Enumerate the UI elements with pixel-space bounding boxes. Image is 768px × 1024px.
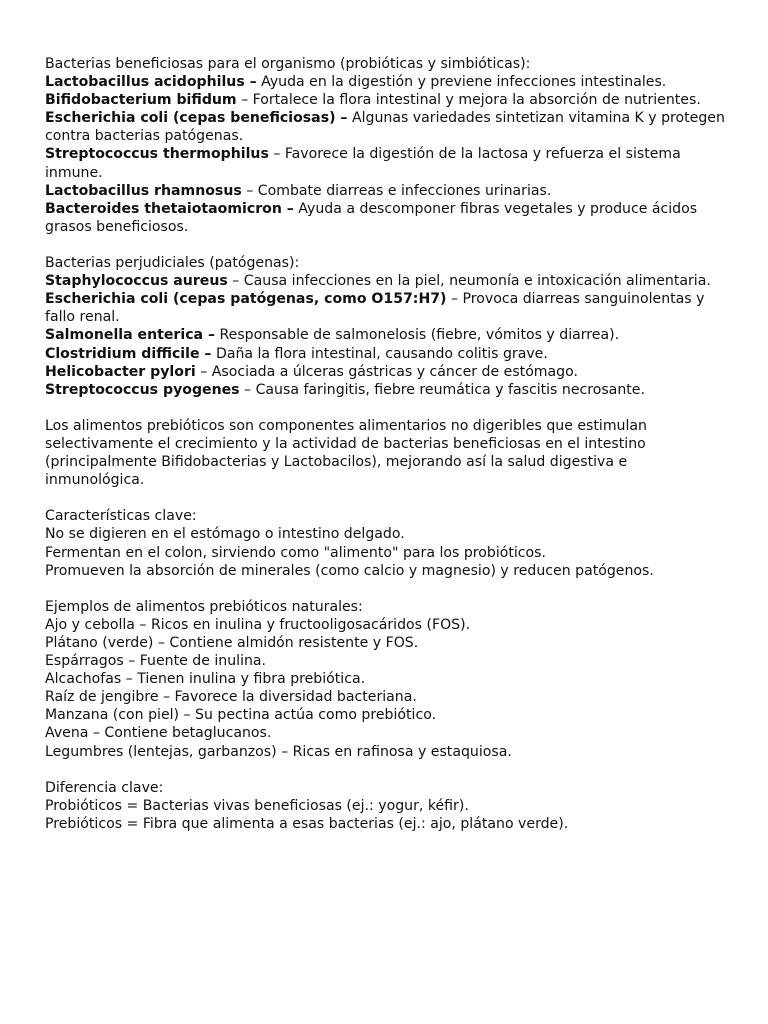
bacteria-description: – Asociada a úlceras gástricas y cáncer de estómago.: [195, 363, 578, 380]
example-item: Avena – Contiene betaglucanos.: [45, 725, 272, 742]
bacteria-name: Helicobacter pylori: [45, 363, 196, 380]
example-item: Espárragos – Fuente de inulina.: [45, 653, 267, 670]
bacteria-name: Salmonella enterica –: [45, 327, 216, 344]
examples-section: [45, 598, 725, 761]
bacteria-name: Streptococcus thermophilus: [45, 146, 269, 163]
example-item: Legumbres (lentejas, garbanzos) – Ricas en rafinosa y estaquiosa.: [45, 743, 512, 760]
beneficial-heading: Bacterias beneficiosas para el organismo (probióticas y simbióticas):: [45, 56, 531, 72]
beneficial-section: [45, 55, 725, 236]
characteristics-section: [45, 507, 725, 579]
spacer: [45, 236, 725, 254]
harmful-entry: [45, 363, 725, 381]
examples-heading: Ejemplos de alimentos prebióticos naturales:: [45, 598, 363, 615]
difference-heading: Diferencia clave:: [45, 779, 164, 796]
harmful-entry: [45, 290, 725, 326]
difference-item: Prebióticos = Fibra que alimenta a esas bacterias (ej.: ajo, plátano verde).: [45, 815, 569, 832]
bacteria-description: – Causa faringitis, fiebre reumática y fascitis necrosante.: [239, 381, 645, 398]
bacteria-name: Lactobacillus acidophilus –: [45, 74, 257, 91]
bacteria-description: – Provoca diarreas sanguinolentas y fallo renal.: [45, 291, 705, 326]
beneficial-entry: [45, 73, 725, 91]
example-item: Raíz de jengibre – Favorece la diversidad bacteriana.: [45, 689, 417, 706]
example-item: Plátano (verde) – Contiene almidón resistente y FOS.: [45, 635, 419, 651]
spacer: [45, 580, 725, 598]
harmful-section: [45, 254, 725, 399]
spacer: [45, 399, 725, 417]
bacteria-description: – Combate diarreas e infecciones urinarias.: [241, 182, 552, 199]
characteristic-item: Promueven la absorción de minerales (como calcio y magnesio) y reducen patógenos.: [45, 562, 654, 579]
example-item: Alcachofas – Tienen inulina y fibra prebiótica.: [45, 671, 366, 688]
spacer: [45, 489, 725, 507]
beneficial-entry: [45, 145, 725, 181]
bacteria-description: Ayuda en la digestión y previene infecciones intestinales.: [256, 74, 667, 91]
harmful-heading: Bacterias perjudiciales (patógenas):: [45, 255, 300, 272]
harmful-entry: [45, 345, 725, 363]
document-body: [45, 55, 725, 833]
bacteria-description: – Fortalece la flora intestinal y mejora la absorción de nutrientes.: [236, 92, 701, 109]
beneficial-entry: [45, 200, 725, 236]
bacteria-name: Clostridium difficile –: [45, 345, 212, 362]
bacteria-description: Daña la flora intestinal, causando colitis grave.: [211, 345, 548, 362]
bacteria-description: Responsable de salmonelosis (fiebre, vómitos y diarrea).: [215, 327, 620, 344]
characteristic-item: No se digieren en el estómago o intestino delgado.: [45, 526, 405, 543]
prebiotics-intro-paragraph: Los alimentos prebióticos son componentes alimentarios no digeribles que estimulan selectivamente el crecimiento y la actividad de bacterias beneficiosas en el intestino (principalmente Bifidobacterias y Lactobacilos), mejorando así la salud digestiva e inmunológica.: [45, 417, 647, 489]
bacteria-description: – Favorece la digestión de la lactosa y refuerza el sistema inmune.: [45, 146, 681, 181]
difference-item: Probióticos = Bacterias vivas beneficiosas (ej.: yogur, kéfir).: [45, 797, 469, 814]
spacer: [45, 761, 725, 779]
harmful-entry: [45, 381, 725, 399]
harmful-entry: [45, 326, 725, 344]
bacteria-name: Staphylococcus aureus: [45, 273, 228, 290]
bacteria-name: Lactobacillus rhamnosus: [45, 182, 242, 199]
bacteria-description: Algunas variedades sintetizan vitamina K y protegen contra bacterias patógenas.: [45, 110, 725, 145]
characteristic-item: Fermentan en el colon, sirviendo como "alimento" para los probióticos.: [45, 544, 547, 561]
harmful-entry: [45, 272, 725, 290]
characteristics-heading: Características clave:: [45, 508, 197, 525]
bacteria-name: Bifidobacterium bifidum: [45, 92, 237, 109]
beneficial-entry: [45, 182, 725, 200]
bacteria-name: Streptococcus pyogenes: [45, 381, 240, 398]
bacteria-name: Escherichia coli (cepas patógenas, como O157:H7): [45, 291, 447, 308]
difference-section: [45, 779, 725, 833]
bacteria-description: – Causa infecciones en la piel, neumonía e intoxicación alimentaria.: [227, 273, 711, 290]
beneficial-entry: [45, 109, 725, 145]
bacteria-description: Ayuda a descomponer fibras vegetales y produce ácidos grasos beneficiosos.: [45, 200, 698, 235]
bacteria-name: Bacteroides thetaiotaomicron –: [45, 200, 294, 217]
example-item: Manzana (con piel) – Su pectina actúa como prebiótico.: [45, 707, 437, 724]
example-item: Ajo y cebolla – Ricos en inulina y fructooligosacáridos (FOS).: [45, 616, 471, 633]
beneficial-entry: [45, 91, 725, 109]
bacteria-name: Escherichia coli (cepas beneficiosas) –: [45, 110, 348, 127]
